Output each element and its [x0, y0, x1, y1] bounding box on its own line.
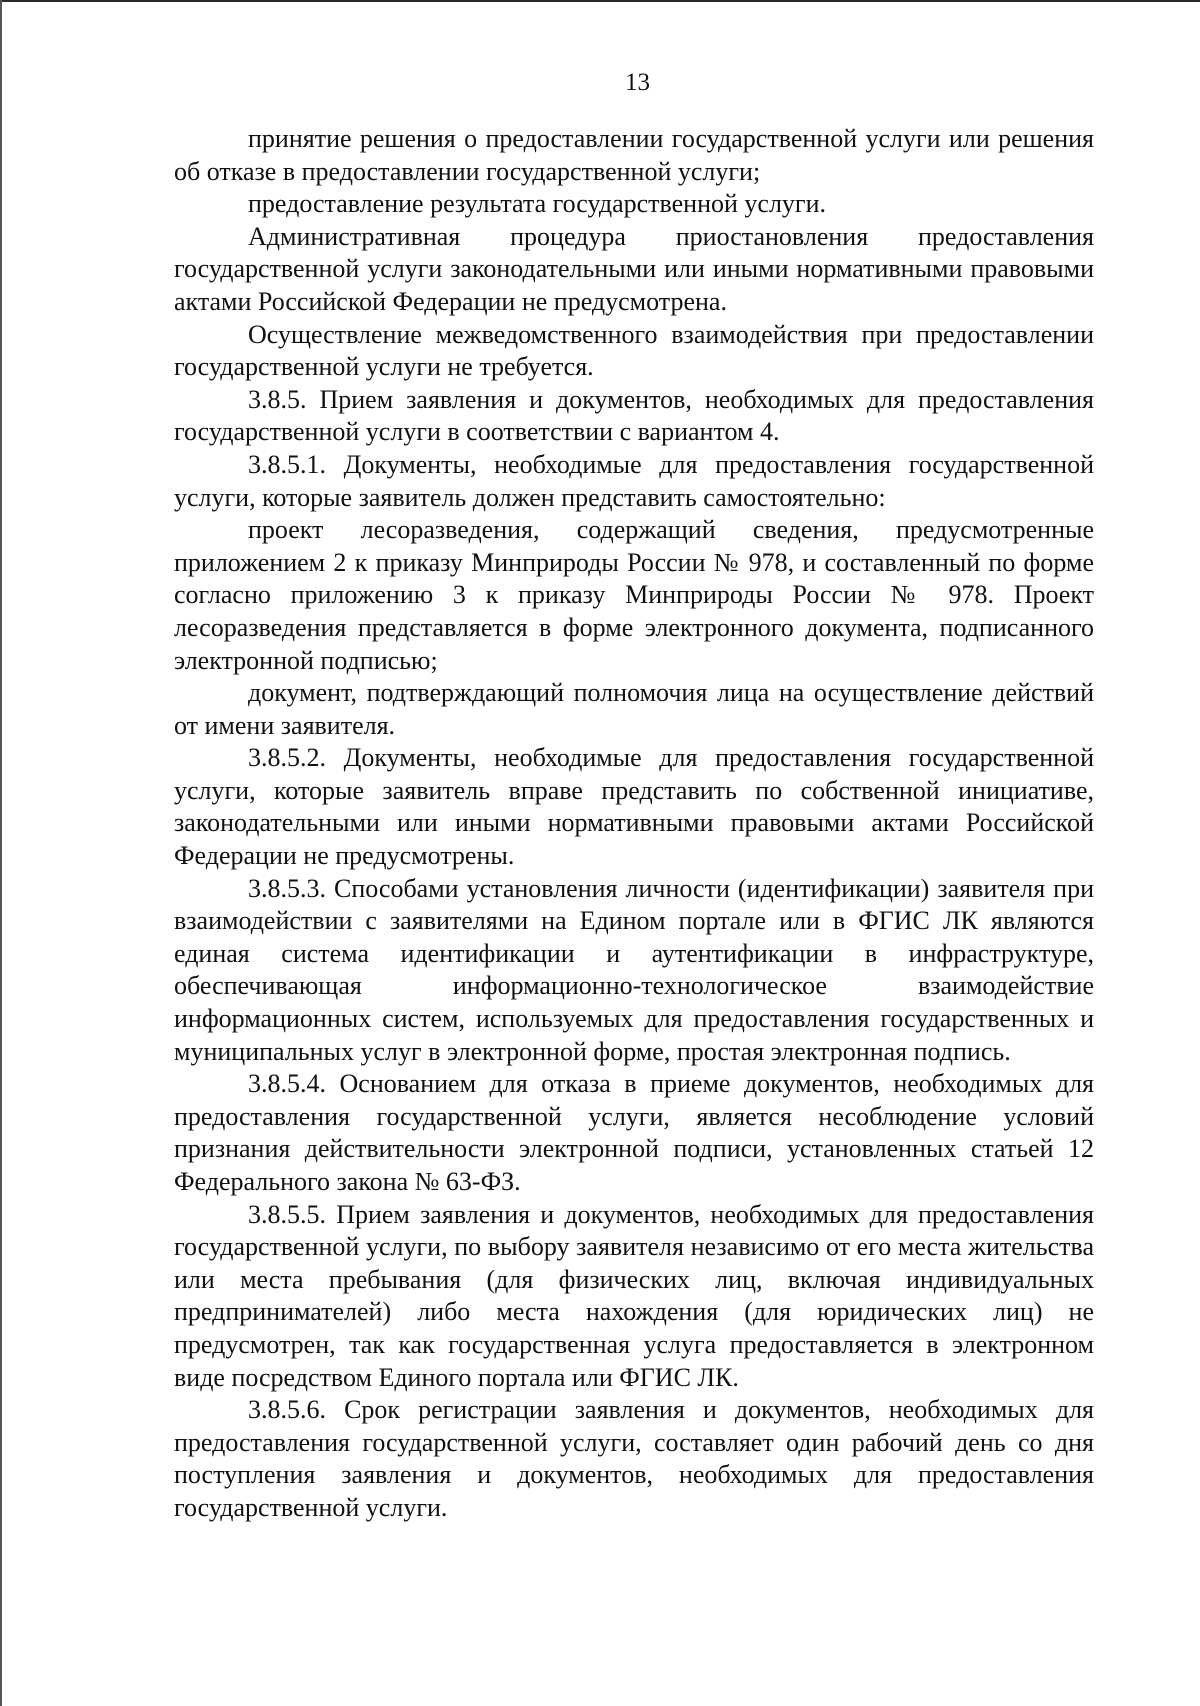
- paragraph: 3.8.5.2. Документы, необходимые для предоставления государственной услуги, которые заявитель вправе представить по собственной инициативе, законодательными или иными нормативными правовыми актами Российской Федерации не предусмотрены.: [174, 743, 1094, 871]
- paragraph: 3.8.5.3. Способами установления личности (идентификации) заявителя при взаимодействии с заявителями на Едином портале или в ФГИС ЛК являются единая система идентификации и аутентификации в инфраструктуре, обеспечивающая информационно-технологическое взаимодействие информационных систем, используемых для предоставления государственных и муниципальных услуг в электронной форме, простая электронная подпись.: [174, 873, 1094, 1066]
- scan-edge-top: [0, 0, 1200, 2]
- paragraph: принятие решения о предоставлении государственной услуги или решения об отказе в предоставлении государственной услуги;: [174, 124, 1094, 186]
- paragraph: Административная процедура приостановления предоставления государственной услуги законодательными или иными нормативными правовыми актами Российской Федерации не предусмотрена.: [174, 221, 1094, 316]
- page-number: 13: [625, 69, 650, 96]
- paragraph: 3.8.5.5. Прием заявления и документов, необходимых для предоставления государственной услуги, по выбору заявителя независимо от его места жительства или места пребывания (для физических лиц, включая индивидуальных предпринимателей) либо места нахождения (для юридических лиц) не предусмотрен, так как государственная услуга предоставляется в электронном виде посредством Единого портала или ФГИС ЛК.: [174, 1199, 1094, 1392]
- paragraph: Осуществление межведомственного взаимодействия при предоставлении государственной услуги не требуется.: [174, 319, 1094, 382]
- paragraph: 3.8.5.1. Документы, необходимые для предоставления государственной услуги, которые заявитель должен представить самостоятельно:: [174, 449, 1094, 512]
- scan-edge-left: [0, 0, 2, 1706]
- paragraph: 3.8.5. Прием заявления и документов, необходимых для предоставления государственной услуги в соответствии с вариантом 4.: [174, 384, 1094, 447]
- paragraph: документ, подтверждающий полномочия лица на осуществление действий от имени заявителя.: [174, 678, 1094, 740]
- document-body: [174, 123, 1094, 1525]
- paragraph: предоставление результата государственной услуги.: [248, 189, 827, 219]
- paragraph: 3.8.5.6. Срок регистрации заявления и документов, необходимых для предоставления государственной услуги, составляет один рабочий день со дня поступления заявления и документов, необходимых для предоставления государственной услуги.: [174, 1395, 1094, 1522]
- paragraph: проект лесоразведения, содержащий сведения, предусмотренные приложением 2 к приказу Минприроды России № 978, и составленный по форме согласно приложению 3 к приказу Минприроды России № 978. Проект лесоразведения представляется в форме электронного документа, подписанного электронной подписью;: [174, 515, 1094, 675]
- paragraph: 3.8.5.4. Основанием для отказа в приеме документов, необходимых для предоставления государственной услуги, является несоблюдение условий признания действительности электронной подписи, установленных статьей 12 Федерального закона № 63-ФЗ.: [174, 1069, 1094, 1196]
